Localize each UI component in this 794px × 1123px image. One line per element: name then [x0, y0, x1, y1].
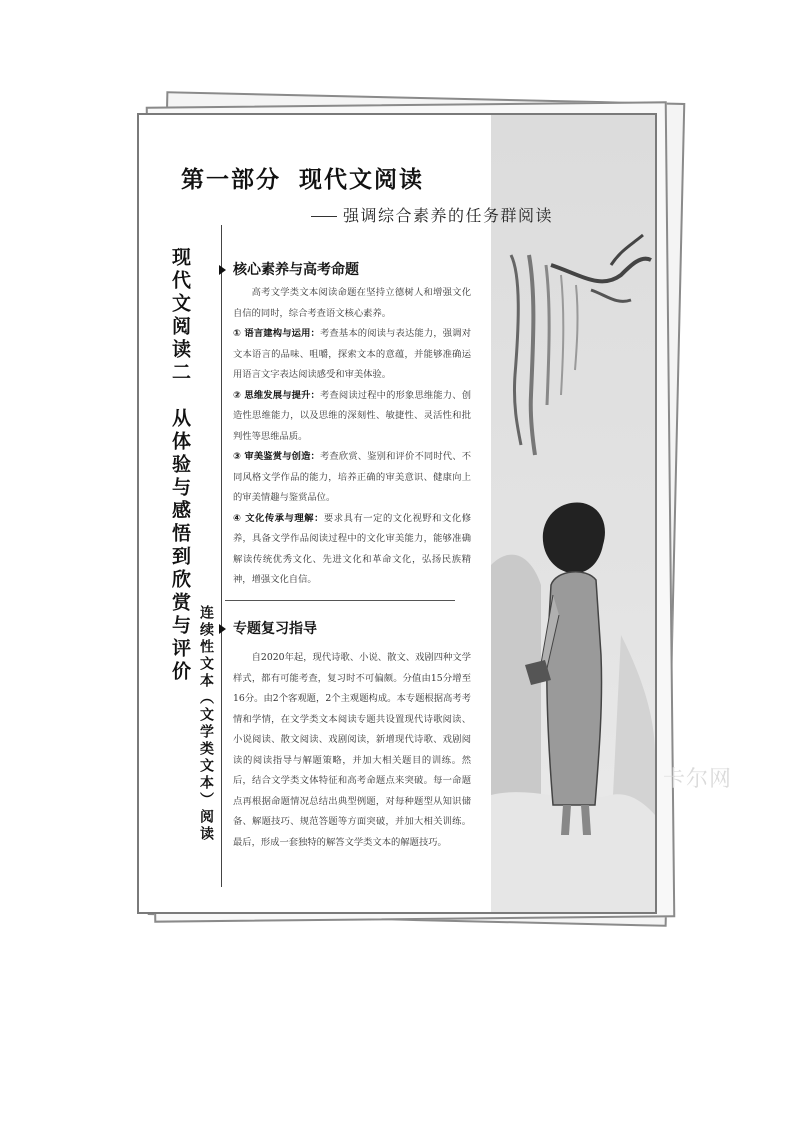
part-label: 第一部分 — [181, 167, 281, 193]
illustration-panel — [491, 115, 655, 912]
page-subtitle — [311, 203, 553, 226]
vertical-chapter-title: 现代文阅读二 从体验与感悟到欣赏与评价 — [169, 247, 191, 684]
core-literacy-item: ② 思维发展与提升：考查阅读过程中的形象思维能力、创造性思维能力，以及思维的深刻性、敏捷性、灵活性和批判性等思维品质。 — [233, 389, 471, 442]
core-literacy-intro: 高考文学类文本阅读命题在坚持立德树人和增强文化自信的同时，综合考查语文核心素养。 — [233, 287, 471, 319]
section-body-review-guide — [233, 648, 471, 853]
subtitle-text: 强调综合素养的任务群阅读 — [343, 206, 554, 225]
subtitle-dash — [311, 216, 337, 217]
watermark-text: 卡尔网 — [663, 767, 733, 792]
girl-reading-illustration — [491, 115, 655, 912]
section-divider — [225, 600, 455, 601]
section-heading-review-guide: 专题复习指导 — [219, 618, 317, 638]
document-page — [137, 113, 657, 914]
section-body-core-literacy — [233, 283, 471, 591]
vertical-chapter-subtitle: 连续性文本（文学类文本）阅读 — [198, 605, 214, 843]
core-literacy-item: ③ 审美鉴赏与创造：考查欣赏、鉴别和评价不同时代、不同风格文学作品的能力，培养正确的审美意识、健康向上的审美情趣与鉴赏品位。 — [233, 451, 471, 503]
core-literacy-item: ④ 文化传承与理解：要求具有一定的文化视野和文化修养，具备文学作品阅读过程中的文化审美能力，能够准确解读传统优秀文化、先进文化和革命文化，弘扬民族精神，增强文化自信。 — [233, 512, 471, 585]
triangle-bullet-icon — [219, 624, 226, 634]
triangle-bullet-icon — [219, 265, 226, 275]
vertical-divider — [221, 225, 222, 887]
page-title — [181, 161, 424, 194]
core-literacy-item: ① 语言建构与运用：考查基本的阅读与表达能力，强调对文本语言的品味、咀嚼，探索文本的意蕴，并能够准确运用语言文字表达阅读感受和审美体验。 — [233, 328, 471, 380]
section-heading-core-literacy: 核心素养与高考命题 — [219, 259, 359, 279]
part-name: 现代文阅读 — [299, 167, 424, 193]
review-guide-text: 自2020年起，现代诗歌、小说、散文、戏剧四种文学样式，都有可能考查，复习时不可偏颇。分值由15分增至16分。由2个客观题，2个主观题构成。本专题根据高考考情和学情，在文学类文本阅读专题共设置现代诗歌阅读、小说阅读、散文阅读、戏剧阅读，新增现代诗歌、戏剧阅读的阅读指导与解题策略，并加大相关题目的训练。然后，结合文学类文体特征和高考命题点来突破。每一命题点再根据命题情况总结出典型例题，对每种题型从知识储备、解题技巧、规范答题等方面突破，并加大相关训练。最后，形成一套独特的解答文学类文本的解题技巧。 — [233, 652, 471, 848]
